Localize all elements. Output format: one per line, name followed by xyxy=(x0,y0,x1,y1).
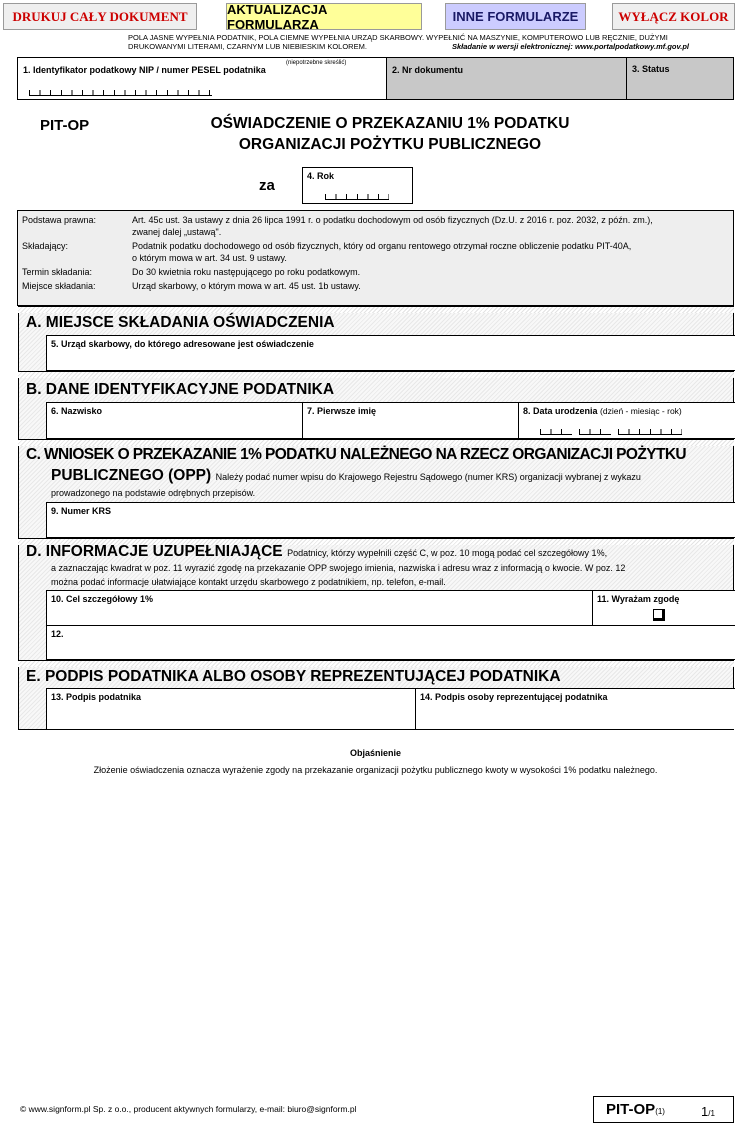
instructions-line1: POLA JASNE WYPEŁNIA PODATNIK, POLA CIEMNE WYPEŁNIA URZĄD SKARBOWY. WYPEŁNIĆ NA MASZYNIE, KOMPUTEROWO LUB RĘCZNIE, DUŻYMI xyxy=(128,33,668,42)
section-d-title: D. INFORMACJE UZUPEŁNIAJĄCE xyxy=(26,543,283,560)
birth-date-note: (dzień - miesiąc - rok) xyxy=(600,406,682,416)
footer-pages: /1 xyxy=(708,1109,715,1118)
footer-page: 1/1 xyxy=(701,1104,715,1119)
birth-year-boxes xyxy=(618,429,682,435)
consent-checkbox[interactable] xyxy=(653,609,665,621)
contact-info-label: 12. xyxy=(51,629,64,639)
first-name-field[interactable] xyxy=(302,402,519,439)
explanation-title: Objaśnienie xyxy=(349,748,402,758)
status-field xyxy=(627,58,733,99)
footer-form-box xyxy=(593,1096,734,1123)
footer-form-code: PIT-OP(1) xyxy=(606,1101,665,1118)
instructions-line2: DRUKOWANYMI LITERAMI, CZARNYM LUB NIEBIESKIM KOLOREM. xyxy=(128,42,367,51)
tax-office-field[interactable] xyxy=(46,335,735,371)
section-c-title-line1: C. WNIOSEK O PRZEKAZANIE 1% PODATKU NALEŻNEGO NA RZECZ ORGANIZACJI POŻYTKU xyxy=(26,446,687,463)
color-off-button[interactable]: WYŁĄCZ KOLOR xyxy=(612,3,735,30)
info-key: Składający: xyxy=(22,241,69,251)
krs-field[interactable] xyxy=(46,502,735,538)
nip-pesel-label: 1. Identyfikator podatkowy NIP / numer PESEL podatnika xyxy=(23,65,266,75)
copyright: © www.signform.pl Sp. z o.o., producent aktywnych formularzy, e-mail: biuro@signform.pl xyxy=(20,1104,357,1114)
info-block xyxy=(17,210,734,306)
section-a-title: A. MIEJSCE SKŁADANIA OŚWIADCZENIA xyxy=(26,314,335,331)
birth-day-boxes xyxy=(540,429,572,435)
specific-goal-field[interactable] xyxy=(46,590,593,626)
nip-pesel-boxes xyxy=(29,90,212,96)
info-value: Art. 45c ust. 3a ustawy z dnia 26 lipca 1991 r. o podatku dochodowym od osób fizycznych (Dz.U. z 2016 r. poz. 2032, z późn. zm.), zwanej dalej „ustawą". xyxy=(132,215,653,237)
print-all-button[interactable]: DRUKUJ CAŁY DOKUMENT xyxy=(3,3,197,30)
document-number-label: 2. Nr dokumentu xyxy=(392,65,464,75)
section-b xyxy=(18,378,734,439)
section-d-head xyxy=(26,543,607,561)
info-row xyxy=(22,265,653,279)
surname-field[interactable] xyxy=(46,402,303,439)
nip-pesel-note: (niepotrzebne skreślić) xyxy=(286,60,347,66)
footer-form-version: (1) xyxy=(655,1107,665,1116)
header-row xyxy=(17,57,734,100)
surname-label: 6. Nazwisko xyxy=(51,406,103,416)
section-d-desc1: Podatnicy, którzy wypełnili część C, w poz. 10 mogą podać cel szczegółowy 1%, xyxy=(287,548,608,558)
section-d-desc3: można podać informacje ułatwiające kontakt urzędu skarbowego z podatnikiem, np. telefon, e-mail. xyxy=(51,577,446,587)
section-d-desc2: a zaznaczając kwadrat w poz. 11 wyrazić zgodę na przekazanie OPP swojego imienia, nazwiska i adresu wraz z informacją o kwocie. W poz. 12 xyxy=(51,563,626,573)
section-a xyxy=(18,313,734,371)
info-row xyxy=(22,213,653,239)
consent-label: 11. Wyrażam zgodę xyxy=(597,594,680,604)
submission-note: Składanie w wersji elektronicznej: www.portalpodatkowy.mf.gov.pl xyxy=(452,42,689,51)
contact-info-field[interactable] xyxy=(46,625,735,660)
birth-month-boxes xyxy=(579,429,611,435)
year-boxes xyxy=(325,194,389,200)
section-d xyxy=(18,545,734,660)
specific-goal-label: 10. Cel szczegółowy 1% xyxy=(51,594,154,604)
birth-date-field[interactable] xyxy=(518,402,735,439)
info-value: Podatnik podatku dochodowego od osób fizycznych, który od organu rentowego otrzymał roczne obliczenie podatku PIT-40A, o którym mowa w art. 34 ust. 9 ustawy. xyxy=(132,241,632,263)
form-title-line1: OŚWIADCZENIE O PRZEKAZANIU 1% PODATKU xyxy=(210,115,570,132)
representative-signature-label: 14. Podpis osoby reprezentującej podatnika xyxy=(420,692,608,702)
taxpayer-signature-field[interactable] xyxy=(46,688,416,729)
info-row xyxy=(22,239,653,265)
birth-date-label: 8. Data urodzenia (dzień - miesiąc - rok) xyxy=(523,406,682,416)
info-value: Do 30 kwietnia roku następującego po roku podatkowym. xyxy=(132,267,361,277)
info-value: Urząd skarbowy, o którym mowa w art. 45 ust. 1b ustawy. xyxy=(132,281,361,291)
form-code: PIT-OP xyxy=(40,117,90,134)
tax-office-label: 5. Urząd skarbowy, do którego adresowane jest oświadczenie xyxy=(51,339,314,349)
consent-field xyxy=(592,590,735,626)
first-name-label: 7. Pierwsze imię xyxy=(307,406,377,416)
section-e xyxy=(18,667,734,730)
section-c xyxy=(18,446,734,538)
status-label: 3. Status xyxy=(632,64,670,74)
form-title-line2: ORGANIZACJI POŻYTKU PUBLICZNEGO xyxy=(238,136,542,153)
year-field[interactable] xyxy=(302,167,413,204)
za-label: za xyxy=(259,177,275,194)
info-key: Termin składania: xyxy=(22,267,93,277)
document-number-field xyxy=(387,58,627,99)
explanation-text: Złożenie oświadczenia oznacza wyrażenie zgody na przekazanie organizacji pożytku publicznego kwoty w wysokości 1% podatku należnego. xyxy=(93,765,658,775)
nip-pesel-field[interactable] xyxy=(18,58,387,99)
section-e-title: E. PODPIS PODATNIKA ALBO OSOBY REPREZENTUJĄCEJ PODATNIKA xyxy=(26,668,561,685)
update-form-button[interactable]: AKTUALIZACJA FORMULARZA xyxy=(226,3,422,30)
section-b-title: B. DANE IDENTYFIKACYJNE PODATNIKA xyxy=(26,381,335,398)
taxpayer-signature-label: 13. Podpis podatnika xyxy=(51,692,142,702)
info-row xyxy=(22,279,653,293)
section-c-title-line2: PUBLICZNEGO (OPP) xyxy=(51,467,212,484)
section-c-desc2: prowadzonego na podstawie odrębnych przepisów. xyxy=(51,488,256,498)
info-key: Podstawa prawna: xyxy=(22,215,97,225)
representative-signature-field[interactable] xyxy=(415,688,735,729)
info-key: Miejsce składania: xyxy=(22,281,96,291)
other-forms-button[interactable]: INNE FORMULARZE xyxy=(445,3,586,30)
section-c-desc1: Należy podać numer wpisu do Krajowego Rejestru Sądowego (numer KRS) organizacji wybranej z wykazu xyxy=(215,472,641,482)
section-c-line2 xyxy=(51,467,641,485)
krs-label: 9. Numer KRS xyxy=(51,506,112,516)
year-label: 4. Rok xyxy=(307,171,335,181)
